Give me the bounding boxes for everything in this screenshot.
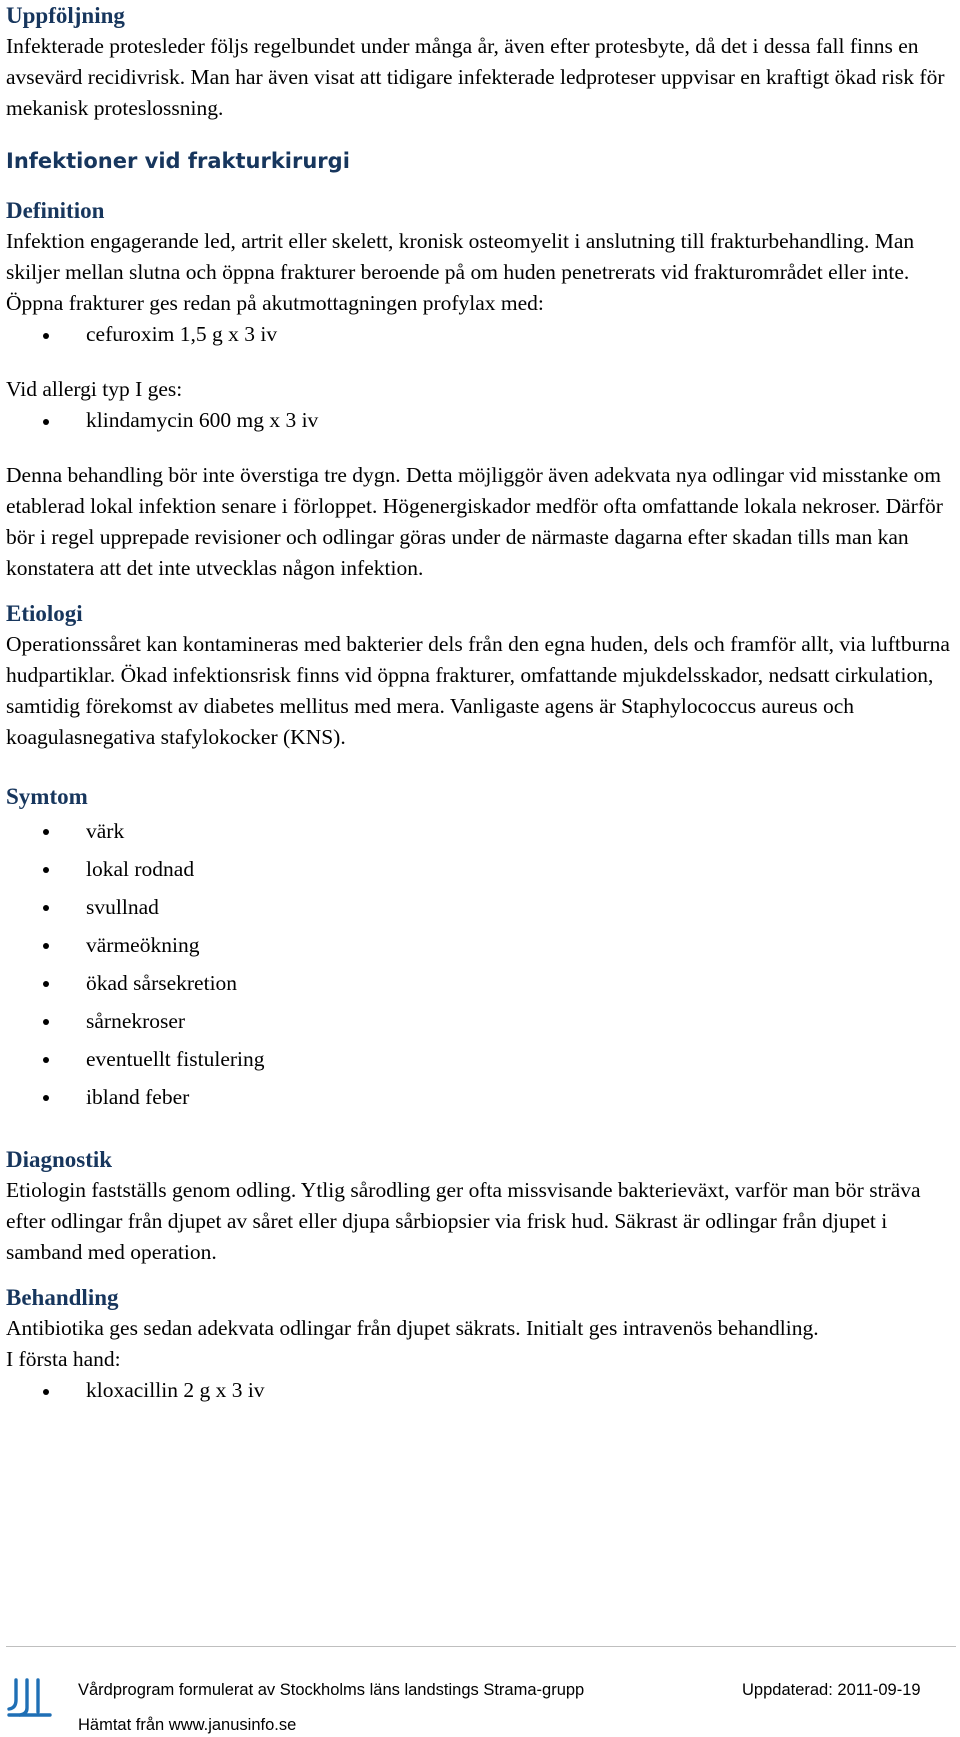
list-item: [6, 926, 956, 964]
symptoms-section: [6, 781, 956, 1116]
first-hand-list: [6, 1375, 956, 1406]
list-item: [6, 1375, 956, 1406]
bullet-icon: [43, 333, 49, 339]
list-item: [6, 1040, 956, 1078]
bullet-icon: [43, 981, 49, 987]
list-item-text: lokal rodnad: [86, 857, 195, 881]
document-page: [6, 0, 956, 1406]
footer-divider: [6, 1646, 956, 1647]
page-footer: [0, 1646, 960, 1737]
list-item: [6, 1002, 956, 1040]
treatment-section: [6, 1282, 956, 1406]
allergy-label: Vid allergi typ I ges:: [6, 377, 183, 401]
definition-text-continued: Denna behandling bör inte överstiga tre dygn. Detta möjliggör även adekvata nya odlingar vid misstanke om etablerad lokal infektion senare i förloppet. Högenergiskador medför ofta omfattande lokala nekroser. Därför bör i regel upprepade revisioner och odlingar göras under de närmaste dagarna efter skadan tills man kan konstatera att det inte utvecklas någon infektion.: [6, 463, 943, 580]
definition-heading: Definition: [6, 198, 105, 223]
followup-heading: Uppföljning: [6, 3, 125, 28]
diagnostics-heading: Diagnostik: [6, 1147, 113, 1172]
etiology-text: Operationssåret kan kontamineras med bakterier dels från den egna huden, dels och framför allt, via luftburna hudpartiklar. Ökad infektionsrisk finns vid öppna frakturer, omfattande mjukdelsskador, nedsatt cirkulation, samtidig förekomst av diabetes mellitus med mera. Vanligaste agens är Staphylococcus aureus och koagulasnegativa stafylokocker (KNS).: [6, 632, 950, 749]
allergy-list: [6, 405, 956, 436]
list-item-text: svullnad: [86, 895, 159, 919]
etiology-section: [6, 598, 956, 753]
followup-text: Infekterade protesleder följs regelbundet under många år, även efter protesbyte, då det i dessa fall finns en avsevärd recidivrisk. Man har även visat att tidigare infekterade ledproteser uppvisar en kraftigt ökad risk för mekanisk proteslossning.: [6, 34, 945, 120]
diagnostics-section: [6, 1144, 956, 1268]
footer-updated: Uppdaterad: 2011-09-19: [742, 1681, 921, 1699]
bullet-icon: [43, 829, 49, 835]
list-item: [6, 888, 956, 926]
sll-logo-icon: [6, 1678, 52, 1718]
list-item: [6, 1078, 956, 1116]
footer-program: Vårdprogram formulerat av Stockholms läns landstings Strama-grupp: [78, 1681, 585, 1699]
list-item-text: ibland feber: [86, 1085, 190, 1109]
list-item-text: värk: [86, 819, 125, 843]
diagnostics-text: Etiologin fastställs genom odling. Ytlig sårodling ger ofta missvisande bakterieväxt, varför man bör sträva efter odlingar från djupet av såret eller djupa sårbiopsier via frisk hud. Säkrast är odlingar från djupet i samband med operation.: [6, 1178, 921, 1264]
section-title: Infektioner vid frakturkirurgi: [6, 149, 350, 173]
list-item-text: ökad sårsekretion: [86, 971, 238, 995]
symptoms-heading: Symtom: [6, 784, 88, 809]
bullet-icon: [43, 1389, 49, 1395]
bullet-icon: [43, 1057, 49, 1063]
list-item-text: sårnekroser: [86, 1009, 186, 1033]
definition-text: Infektion engagerande led, artrit eller skelett, kronisk osteomyelit i anslutning till frakturbehandling. Man skiljer mellan slutna och öppna frakturer beroende på om huden penetrerats vid frakturområdet eller inte. Öppna frakturer ges redan på akutmottagningen profylax med:: [6, 229, 915, 315]
bullet-icon: [43, 1019, 49, 1025]
list-item: [6, 850, 956, 888]
treatment-heading: Behandling: [6, 1285, 119, 1310]
followup-section: [6, 0, 956, 124]
list-item-text: eventuellt fistulering: [86, 1047, 265, 1071]
list-item: [6, 964, 956, 1002]
symptoms-list: [6, 812, 956, 1116]
etiology-heading: Etiologi: [6, 601, 83, 626]
bullet-icon: [43, 905, 49, 911]
bullet-icon: [43, 867, 49, 873]
first-hand-label: I första hand:: [6, 1347, 121, 1371]
list-item: [6, 319, 956, 350]
list-item-text: värmeökning: [86, 933, 200, 957]
list-item-text: kloxacillin 2 g x 3 iv: [86, 1378, 265, 1402]
bullet-icon: [43, 943, 49, 949]
list-item-text: cefuroxim 1,5 g x 3 iv: [86, 322, 278, 346]
list-item-text: klindamycin 600 mg x 3 iv: [86, 408, 319, 432]
treatment-text: Antibiotika ges sedan adekvata odlingar från djupet säkrats. Initialt ges intravenös behandling.: [6, 1316, 819, 1340]
list-item: [6, 812, 956, 850]
footer-source: Hämtat från www.janusinfo.se: [78, 1716, 297, 1734]
bullet-icon: [43, 419, 49, 425]
bullet-icon: [43, 1095, 49, 1101]
list-item: [6, 405, 956, 436]
prophylaxis-list: [6, 319, 956, 350]
definition-section: [6, 195, 956, 584]
